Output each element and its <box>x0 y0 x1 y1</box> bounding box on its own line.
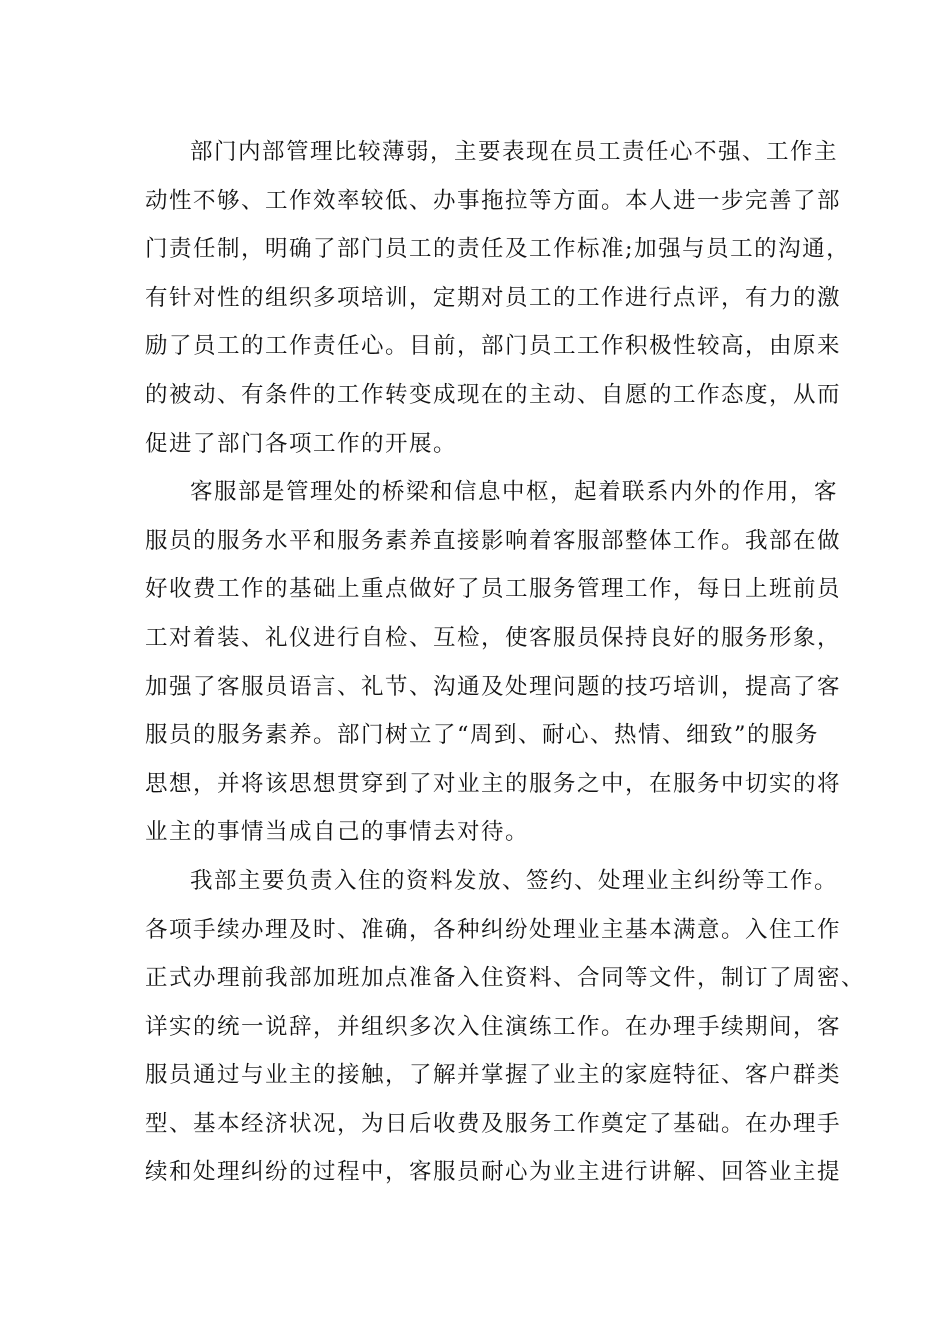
paragraph-line: 各项手续办理及时、准确，各种纠纷处理业主基本满意。入住工作 <box>145 916 842 943</box>
paragraph-line: 部门内部管理比较薄弱，主要表现在员工责任心不强、工作主 <box>190 139 839 165</box>
paragraph-line: 客服部是管理处的桥梁和信息中枢，起着联系内外的作用，客 <box>190 479 839 506</box>
paragraph-service <box>145 473 842 862</box>
paragraph-line: 服员通过与业主的接触，了解并掌握了业主的家庭特征、客户群类 <box>145 1062 842 1089</box>
paragraph-line: 思想，并将该思想贯穿到了对业主的服务之中，在服务中切实的将 <box>145 770 842 797</box>
paragraph-line: 工对着装、礼仪进行自检、互检，使客服员保持良好的服务形象， <box>145 624 842 651</box>
paragraph-line: 有针对性的组织多项培训，定期对员工的工作进行点评，有力的激 <box>145 284 842 311</box>
paragraph-line: 好收费工作的基础上重点做好了员工服务管理工作，每日上班前员 <box>145 576 842 603</box>
paragraph-line: 业主的事情当成自己的事情去对待。 <box>145 819 530 846</box>
paragraph-line: 型、基本经济状况，为日后收费及服务工作奠定了基础。在办理手 <box>145 1110 842 1137</box>
paragraph-line: 续和处理纠纷的过程中，客服员耐心为业主进行讲解、回答业主提 <box>145 1159 842 1186</box>
paragraph-management <box>145 133 851 473</box>
paragraph-line: 励了员工的工作责任心。目前，部门员工工作积极性较高，由原来 <box>145 333 842 360</box>
paragraph-line: 我部主要负责入住的资料发放、签约、处理业主纠纷等工作。 <box>190 867 839 894</box>
paragraph-line: 动性不够、工作效率较低、办事拖拉等方面。本人进一步完善了部 <box>145 187 842 214</box>
paragraph-line: 详实的统一说辞，并组织多次入住演练工作。在办理手续期间，客 <box>145 1013 842 1040</box>
paragraph-line: 服员的服务水平和服务素养直接影响着客服部整体工作。我部在做 <box>145 527 842 554</box>
document-body <box>145 133 866 1202</box>
paragraph-line: 的被动、有条件的工作转变成现在的主动、自愿的工作态度，从而 <box>145 381 842 408</box>
paragraph-line: 加强了客服员语言、礼节、沟通及处理问题的技巧培训，提高了客 <box>145 673 842 700</box>
paragraph-line: 促进了部门各项工作的开展。 <box>145 430 458 457</box>
paragraph-move-in <box>145 862 866 1202</box>
paragraph-line: 正式办理前我部加班加点准备入住资料、合同等文件，制订了周密、 <box>145 965 866 992</box>
paragraph-line: 门责任制，明确了部门员工的责任及工作标准;加强与员工的沟通， <box>145 236 851 263</box>
paragraph-line: 服员的服务素养。部门树立了“周到、耐心、热情、细致”的服务 <box>145 722 820 749</box>
